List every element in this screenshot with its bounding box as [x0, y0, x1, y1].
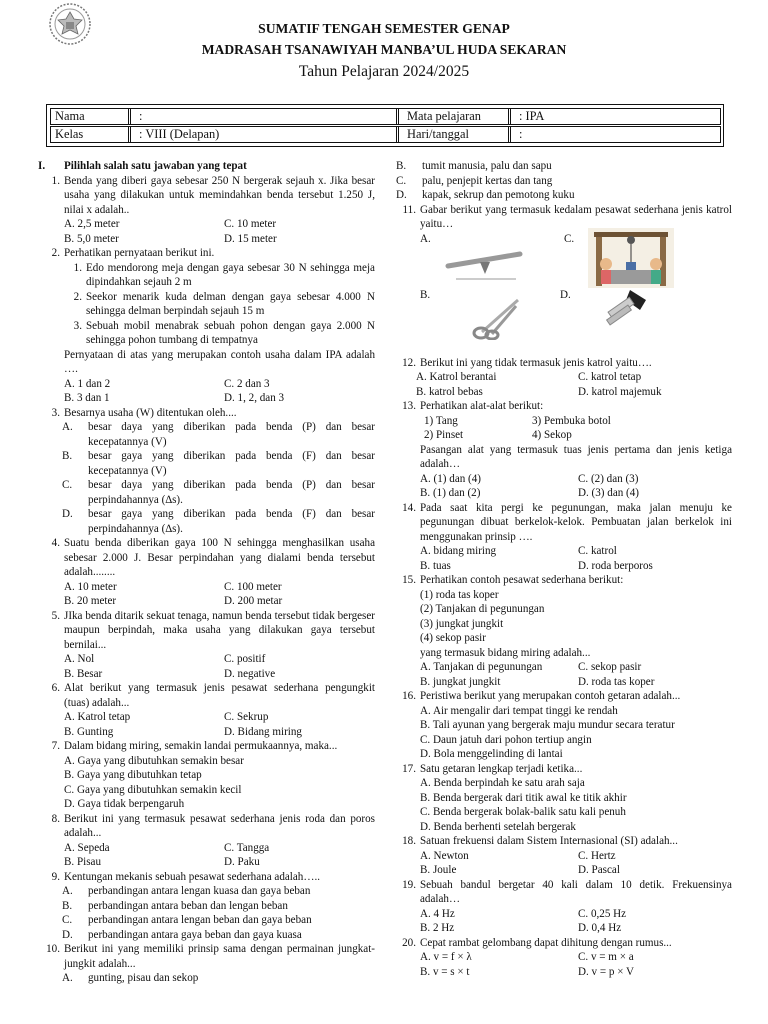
scissors-image[interactable]: [472, 296, 522, 340]
option-d[interactable]: D. roda tas koper: [578, 675, 655, 688]
option-text: tumit manusia, palu dan sapu: [422, 160, 552, 172]
example-item: (3) jungkat jungkit: [420, 617, 504, 630]
option-b[interactable]: B. 2 Hz: [420, 922, 455, 934]
option-letter: D.: [396, 189, 407, 201]
option-letter: B.: [62, 450, 73, 462]
question-number: 20.: [402, 936, 416, 949]
option-a[interactable]: [62, 420, 375, 449]
question-18: [396, 834, 732, 878]
option-text: besar daya yang diberikan pada benda (P) dan besar perpindahannya (∆s).: [88, 479, 375, 506]
statement-number: 3.: [73, 319, 82, 332]
question-16: [396, 689, 732, 762]
question-number: 5.: [51, 609, 60, 622]
option-d[interactable]: D. 1, 2, dan 3: [224, 392, 285, 404]
seesaw-image[interactable]: [444, 244, 526, 282]
option-c[interactable]: C. positif: [224, 653, 266, 665]
question-number: 4.: [51, 537, 60, 549]
option-b-label[interactable]: B.: [420, 288, 431, 301]
option-a[interactable]: A. Gaya yang dibutuhkan semakin besar: [64, 754, 244, 767]
identity-row-2: [50, 126, 721, 143]
option-a[interactable]: A. Air mengalir dari tempat tinggi ke rendah: [420, 704, 618, 717]
statement-number: 2.: [73, 290, 82, 303]
question-text: Alat berikut yang termasuk jenis pesawat sederhana pengungkit (tuas) adalah...: [64, 682, 375, 709]
option-c[interactable]: C. Gaya yang dibutuhkan semakin kecil: [64, 783, 242, 796]
question-number: 7.: [51, 740, 60, 752]
option-c[interactable]: C. Sekrup: [224, 711, 269, 723]
option-d[interactable]: D. negative: [224, 667, 276, 680]
option-d[interactable]: D. roda berporos: [578, 559, 653, 572]
option-letter: D.: [62, 928, 73, 941]
option-c[interactable]: C. 10 meter: [224, 218, 277, 230]
question-text: yang termasuk bidang miring adalah...: [420, 646, 591, 659]
option-a[interactable]: A. bidang miring: [420, 545, 497, 557]
option-c[interactable]: C. v = m × a: [578, 951, 634, 963]
question-11: [396, 203, 732, 232]
option-letter: D.: [62, 508, 73, 520]
option-letter: C.: [62, 914, 73, 926]
question-number: 11.: [402, 203, 416, 216]
example-item: (1) roda tas koper: [420, 588, 499, 601]
option-a[interactable]: A. (1) dan (4): [420, 472, 481, 485]
pulley-well-image[interactable]: [588, 228, 674, 288]
school-name: MADRASAH TSANAWIYAH MANBA’UL HUDA SEKARAN: [201, 42, 567, 57]
option-a[interactable]: A. Newton: [420, 849, 469, 862]
question-text: Perhatikan contoh pesawat sederhana berikut:: [420, 574, 624, 586]
question-text: JIka benda ditarik sekuat tenaga, namun benda tersebut tidak bergeser maupun berpindah, maka usaha yang dilakukan gaya tersebut bernilai...: [64, 609, 375, 651]
tool-item: 1) Tang: [424, 414, 458, 427]
question-text: Pernyataan di atas yang merupakan contoh usaha dalam IPA adalah ….: [64, 348, 375, 375]
option-c[interactable]: C. Benda bergerak bolak-balik satu kali penuh: [420, 806, 626, 818]
option-d[interactable]: D. Benda berhenti setelah bergerak: [420, 820, 576, 833]
question-20: [396, 936, 732, 980]
nama-field[interactable]: :: [135, 109, 399, 124]
option-a[interactable]: [62, 884, 375, 899]
option-c[interactable]: C. katrol: [578, 545, 617, 557]
option-d[interactable]: D. 200 metar: [224, 595, 283, 607]
question-number: 14.: [402, 501, 416, 514]
option-c[interactable]: C. 100 meter: [224, 580, 282, 593]
question-text: Berikut ini yang termasuk pesawat sederhana jenis roda dan poros adalah...: [64, 812, 375, 839]
option-b[interactable]: B. katrol bebas: [416, 385, 483, 398]
option-b[interactable]: B. (1) dan (2): [420, 487, 481, 499]
kelas-field[interactable]: : VIII (Delapan): [135, 127, 399, 142]
section-number: I.: [38, 160, 46, 172]
question-text: Pada saat kita pergi ke pegunungan, maka jalan menuju ke pegunungan dibuat berkelok-kelok. Pembuatan jalan berkelok ini menggunakan prinsip ….: [420, 501, 732, 543]
option-c[interactable]: [396, 174, 732, 189]
question-11-images: [420, 232, 732, 352]
option-text: besar daya yang diberikan pada benda (P) dan besar kecepatannya (V): [88, 421, 375, 448]
section-title: Pilihlah salah satu jawaban yang tepat: [64, 160, 247, 172]
right-column: [396, 159, 732, 979]
option-b[interactable]: B. jungkat jungkit: [420, 675, 501, 688]
option-text: palu, penjepit kertas dan tang: [422, 174, 553, 187]
option-letter: A.: [62, 421, 73, 433]
option-d[interactable]: [62, 507, 375, 536]
question-number: 9.: [51, 870, 60, 883]
option-b[interactable]: B. Gunting: [64, 725, 114, 738]
option-a[interactable]: A. v = f × λ: [420, 951, 472, 963]
question-text: Pasangan alat yang termasuk tuas jenis pertama dan jenis ketiga adalah…: [420, 443, 732, 470]
option-b[interactable]: B. Benda bergerak dari titik awal ke titik akhir: [420, 791, 627, 804]
hari-field[interactable]: :: [519, 127, 523, 141]
nama-label: Nama: [51, 109, 131, 124]
option-d[interactable]: D. katrol majemuk: [578, 385, 662, 398]
option-text: kapak, sekrup dan pemotong kuku: [422, 189, 575, 201]
option-b[interactable]: B. 5,0 meter: [64, 232, 119, 245]
option-c-label[interactable]: C.: [564, 232, 575, 245]
option-b[interactable]: B. Pisau: [64, 856, 101, 868]
question-2: [36, 246, 375, 261]
question-14: [396, 501, 732, 574]
option-c[interactable]: [62, 913, 375, 928]
option-a[interactable]: A. Sepeda: [64, 841, 110, 854]
option-letter: B.: [396, 160, 407, 172]
option-c[interactable]: C. 2 dan 3: [224, 377, 270, 390]
tool-item: 3) Pembuka botol: [532, 414, 611, 427]
kelas-label: Kelas: [51, 127, 131, 142]
option-c[interactable]: [62, 478, 375, 507]
option-b[interactable]: B. Joule: [420, 864, 457, 876]
option-letter: C.: [396, 174, 407, 187]
question-7: [36, 739, 375, 812]
identity-row-1: [50, 108, 721, 125]
option-text: perbandingan antara lengan beban dan gaya beban: [88, 914, 312, 926]
left-column: [36, 159, 375, 986]
option-a[interactable]: A. 4 Hz: [420, 907, 455, 920]
question-number: 15.: [402, 574, 416, 586]
question-3: [36, 406, 375, 421]
option-a[interactable]: A. Katrol tetap: [64, 711, 131, 723]
statement-3: [64, 319, 375, 348]
statement-1: [64, 261, 375, 290]
option-text: perbandingan antara lengan kuasa dan gaya beban: [88, 885, 311, 897]
question-text: Besarnya usaha (W) ditentukan oleh....: [64, 406, 237, 419]
option-c[interactable]: C. (2) dan (3): [578, 472, 639, 485]
question-text: Benda yang diberi gaya sebesar 250 N bergerak sejauh x. Jika besar usaha yang dilakukan untuk memindahkan benda tersebut 1.250 J, nilai x adalah..: [64, 174, 375, 216]
statement-number: 1.: [73, 261, 82, 274]
question-1: [36, 174, 375, 247]
option-a-label[interactable]: A.: [420, 232, 431, 245]
option-d[interactable]: D. Bola menggelinding di lantai: [420, 748, 563, 760]
question-text: Berikut ini yang memiliki prinsip sama dengan permainan jungkat-jungkit adalah...: [64, 943, 375, 970]
tool-item: 2) Pinset: [424, 429, 464, 441]
question-number: 10.: [46, 943, 60, 955]
option-b[interactable]: B. Besar: [64, 667, 103, 680]
option-a[interactable]: A. 2,5 meter: [64, 218, 120, 230]
option-b[interactable]: B. 3 dan 1: [64, 392, 110, 404]
tool-item: 4) Sekop: [532, 429, 572, 441]
question-text: Satuan frekuensi dalam Sistem Internasional (SI) adalah...: [420, 835, 678, 847]
option-a[interactable]: A. Katrol berantai: [416, 371, 497, 383]
mapel-field[interactable]: : IPA: [519, 109, 545, 123]
statement-text: Sebuah mobil menabrak sebuah pohon dengan gaya 2.000 N sehingga pohon tumbang di tempatnya: [86, 319, 375, 346]
option-a[interactable]: A. 10 meter: [64, 580, 117, 593]
question-4: [36, 536, 375, 609]
question-number: 6.: [51, 682, 60, 694]
question-text: Perhatikan alat-alat berikut:: [420, 400, 544, 412]
question-19: [396, 878, 732, 936]
option-d[interactable]: D. Bidang miring: [224, 725, 302, 738]
nail-clipper-image[interactable]: [600, 286, 652, 332]
question-9: [36, 870, 375, 885]
question-12-options: [416, 370, 732, 399]
option-d[interactable]: D. Pascal: [578, 864, 620, 876]
option-text: perbandingan antara beban dan lengan beban: [88, 899, 288, 912]
example-item: (2) Tanjakan di pegunungan: [420, 603, 545, 615]
question-text: Kentungan mekanis sebuah pesawat sederhana adalah…..: [64, 870, 320, 883]
option-b[interactable]: B. tuas: [420, 559, 451, 572]
option-d[interactable]: [396, 188, 732, 203]
question-number: 2.: [51, 247, 60, 259]
academic-year: Tahun Pelajaran 2024/2025: [298, 63, 470, 80]
question-text: Satu getaran lengkap terjadi ketika...: [420, 762, 583, 775]
option-a[interactable]: A. 1 dan 2: [64, 377, 111, 390]
option-letter: A.: [62, 885, 73, 897]
option-text: perbandingan antara gaya beban dan gaya kuasa: [88, 928, 302, 941]
option-d[interactable]: D. Paku: [224, 856, 260, 868]
question-10: [36, 942, 375, 971]
section-heading: [36, 159, 375, 174]
option-d[interactable]: D. 15 meter: [224, 232, 277, 245]
option-d[interactable]: D. v = p × V: [578, 965, 635, 978]
question-number: 16.: [402, 690, 416, 702]
question-8: [36, 812, 375, 870]
option-b[interactable]: [62, 449, 375, 478]
question-number: 3.: [51, 406, 60, 419]
exam-header: [0, 0, 768, 95]
question-12: [396, 356, 732, 371]
question-text: Perhatikan pernyataan berikut ini.: [64, 247, 215, 259]
question-number: 12.: [402, 356, 416, 369]
option-text: gunting, pisau dan sekop: [88, 972, 199, 984]
option-d[interactable]: [62, 928, 375, 943]
exam-title: SUMATIF TENGAH SEMESTER GENAP: [258, 21, 510, 36]
hari-label: Hari/tanggal: [403, 127, 511, 142]
option-d[interactable]: D. 0,4 Hz: [578, 922, 622, 934]
option-c[interactable]: C. sekop pasir: [578, 661, 642, 673]
option-c[interactable]: C. Daun jatuh dari pohon tertiup angin: [420, 733, 592, 746]
identity-table: [46, 104, 724, 147]
question-text: Berikut ini yang tidak termasuk jenis katrol yaitu….: [420, 356, 652, 369]
option-a[interactable]: A. Benda berpindah ke satu arah saja: [420, 777, 585, 789]
option-a[interactable]: A. Nol: [64, 653, 95, 665]
option-b[interactable]: B. 20 meter: [64, 595, 117, 607]
question-13: [396, 399, 732, 501]
option-letter: B.: [62, 899, 73, 912]
question-number: 17.: [402, 762, 416, 775]
question-number: 1.: [51, 174, 60, 187]
question-15: [396, 573, 732, 689]
example-item: (4) sekop pasir: [420, 632, 486, 644]
option-b[interactable]: B. Gaya yang dibutuhkan tetap: [64, 769, 202, 781]
question-17: [396, 762, 732, 835]
question-5: [36, 609, 375, 682]
question-6: [36, 681, 375, 739]
statement-2: [64, 290, 375, 319]
option-d[interactable]: D. (3) dan (4): [578, 487, 639, 499]
option-b[interactable]: B. v = s × t: [420, 965, 470, 978]
option-text: besar gaya yang diberikan pada benda (F) dan besar kecepatannya (V): [88, 450, 375, 477]
option-c[interactable]: C. katrol tetap: [578, 371, 642, 383]
question-text: Dalam bidang miring, semakin landai permukaannya, maka...: [64, 740, 338, 752]
question-number: 8.: [51, 812, 60, 825]
option-b[interactable]: B. Tali ayunan yang bergerak maju mundur secara teratur: [420, 719, 675, 731]
question-text: Cepat rambat gelombang dapat dihitung dengan rumus...: [420, 936, 672, 949]
option-b[interactable]: [396, 159, 732, 174]
question-text: Sebuah bandul bergetar 40 kali dalam 10 detik. Frekuensinya adalah…: [420, 878, 732, 905]
question-number: 13.: [402, 400, 416, 412]
option-a[interactable]: [62, 971, 375, 986]
option-a[interactable]: A. Tanjakan di pegunungan: [420, 661, 543, 673]
question-text: Peristiwa berikut yang merupakan contoh getaran adalah...: [420, 690, 681, 702]
mapel-label: Mata pelajaran: [403, 109, 511, 124]
option-b[interactable]: [62, 899, 375, 914]
option-d-label[interactable]: D.: [560, 288, 571, 301]
question-text: Suatu benda diberikan gaya 100 N sehingga menghasilkan usaha sebesar 2.000 J. Besar perpindahan yang dialami benda tersebut adalah........: [64, 537, 375, 578]
option-c[interactable]: C. Tangga: [224, 841, 270, 854]
option-d[interactable]: D. Gaya tidak berpengaruh: [64, 798, 185, 810]
question-number: 19.: [402, 878, 416, 891]
question-number: 18.: [402, 835, 416, 847]
option-text: besar gaya yang diberikan pada benda (F) dan besar perpindahannya (∆s).: [88, 508, 375, 535]
statement-text: Seekor menarik kuda delman dengan gaya sebesar 4.000 N sehingga delman berpindah sejauh 15 m: [86, 290, 375, 317]
option-c[interactable]: C. 0,25 Hz: [578, 907, 627, 920]
question-2-prompt: [36, 348, 375, 406]
option-letter: A.: [62, 972, 73, 984]
option-letter: C.: [62, 479, 73, 491]
option-c[interactable]: C. Hertz: [578, 849, 616, 862]
question-text: Gabar berikut yang termasuk kedalam pesawat sederhana jenis katrol yaitu…: [420, 203, 732, 230]
statement-text: Edo mendorong meja dengan gaya sebesar 30 N sehingga meja dipindahkan sejauh 2 m: [86, 261, 375, 288]
